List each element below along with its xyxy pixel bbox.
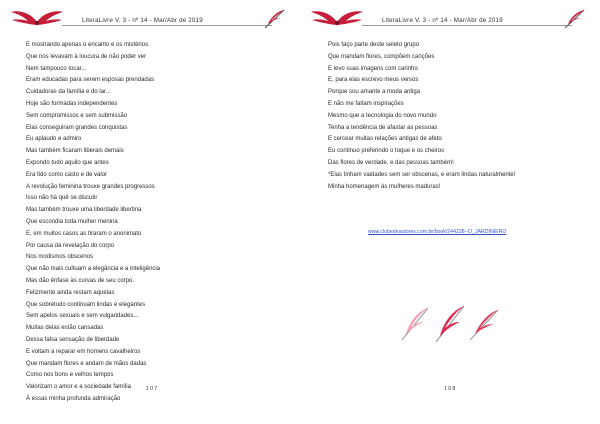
poem-line: Elas conseguiram grandes conquistas xyxy=(26,124,128,131)
poem-line: Pois faço parte deste seleto grupo xyxy=(328,42,420,48)
page-number: 108 xyxy=(444,386,457,392)
poem-line: E levo suas imagens com carinho xyxy=(328,65,418,72)
poem-line: Como nos bons e velhos tempos xyxy=(26,372,114,379)
poem-lines-left xyxy=(26,40,160,406)
header-title: LiteraLivre V. 3 - nº 14 - Mar/Abr de 2019 xyxy=(382,17,503,24)
poem-line: Nos modismos obscenos xyxy=(26,254,94,261)
poem-line: Que nos levavam à loucura de não poder ver xyxy=(26,53,147,60)
poem-line: Eu aplaudo e admiro xyxy=(26,136,82,143)
quill-icon xyxy=(262,8,288,30)
poem-line: Cuidadoras da família e do lar... xyxy=(26,89,111,96)
poem-line: Eu continuo preferindo o toque e os cheiros xyxy=(328,148,445,155)
poem-line: Dessa falsa sensação de liberdade xyxy=(26,336,120,343)
poem-line: Mas também trouxe uma liberdade libertina xyxy=(26,207,142,214)
poem-line: Mas dão ênfase às curvas de seu corpo. xyxy=(26,277,135,284)
poem-line: Sem compromissos e sem submissão xyxy=(26,112,128,119)
poem-line: Muitas delas estão cansadas xyxy=(26,325,104,332)
poem-line: A revolução feminina trouxe grandes progressos xyxy=(26,183,155,190)
poem-line: E voltam a reparar em homens cavalheiros xyxy=(26,348,141,355)
poem-line: E não me faltam inspirações xyxy=(328,100,404,107)
poem-line: Expondo tudo aquilo que antes xyxy=(26,159,109,166)
poem-line: Que mandam flores, compõem canções xyxy=(328,53,435,60)
page-header xyxy=(300,8,600,30)
poem-line: Que escondia toda mulher menina xyxy=(26,218,118,225)
header-rule xyxy=(62,25,272,26)
poem-line: *Elas tinham vaidades sem ser obscenas, e eram lindas naturalmente! xyxy=(328,171,516,178)
poem-line: E cercear muitas relações antigas de afeto xyxy=(328,136,442,143)
poem-line: Hoje são formadas independentes xyxy=(26,100,118,107)
header-rule xyxy=(362,25,572,26)
poem-lines-right xyxy=(328,40,515,193)
poem-line: Sem apelos sexuais e sem vulgaridades... xyxy=(26,313,139,320)
page-header xyxy=(0,8,300,30)
winged-emblem-icon xyxy=(10,8,64,30)
poem-line: Que sobretudo continuam lindas e elegantes xyxy=(26,301,146,308)
poem-line: Isso não há quê se discutir xyxy=(26,195,98,202)
poem-line: Eram educadas para serem esposas prendadas xyxy=(26,77,155,84)
book-link[interactable]: www.clubedeautores.com.br/book/244228--O_JARDINEIRO xyxy=(368,229,507,235)
poem-line: Que não mais cultuam a elegância e a inteligência xyxy=(26,266,161,273)
poem-line: E, para elas escrevo meus versos xyxy=(328,77,419,84)
poem-line: Mesmo que a tecnologia do novo mundo xyxy=(328,112,437,119)
poem-line: Valorizam o amor e a sociedade família xyxy=(26,384,131,391)
quill-icon xyxy=(562,8,588,30)
poem-line: E, em muitos casos as tiraram o anonimato xyxy=(26,230,142,237)
poem-line: Minha homenagem às mulheres maduras! xyxy=(328,183,441,190)
poem-line: Nem tampouco tocar... xyxy=(26,65,87,72)
poem-line: Por causa da revelação do corpo xyxy=(26,242,115,249)
poem-line: Felizmente ainda restam aquelas xyxy=(26,289,115,296)
poem-line: Era tido como casto e de valor xyxy=(26,171,108,178)
header-title: LiteraLivre V. 3 - nº 14 - Mar/Abr de 2019 xyxy=(82,17,203,24)
poem-line: Das flores de verdade, e das pessoas também! xyxy=(328,159,454,166)
poem-line: Porque sou amante a moda antiga xyxy=(328,89,421,96)
page-number: 107 xyxy=(146,386,159,392)
three-feathers-icon xyxy=(398,300,508,344)
poem-line: Mas também ficaram liberais demais xyxy=(26,148,124,155)
poem-line: À essas minha profunda admiração xyxy=(26,395,121,402)
poem-line: Que mandam flores e andam de mãos dadas xyxy=(26,360,147,367)
winged-emblem-icon xyxy=(310,8,364,30)
poem-line: Tenha a tendência de afastar as pessoas xyxy=(328,124,438,131)
poem-line: E mostrando apenas o encanto e os mistérios xyxy=(26,42,149,48)
